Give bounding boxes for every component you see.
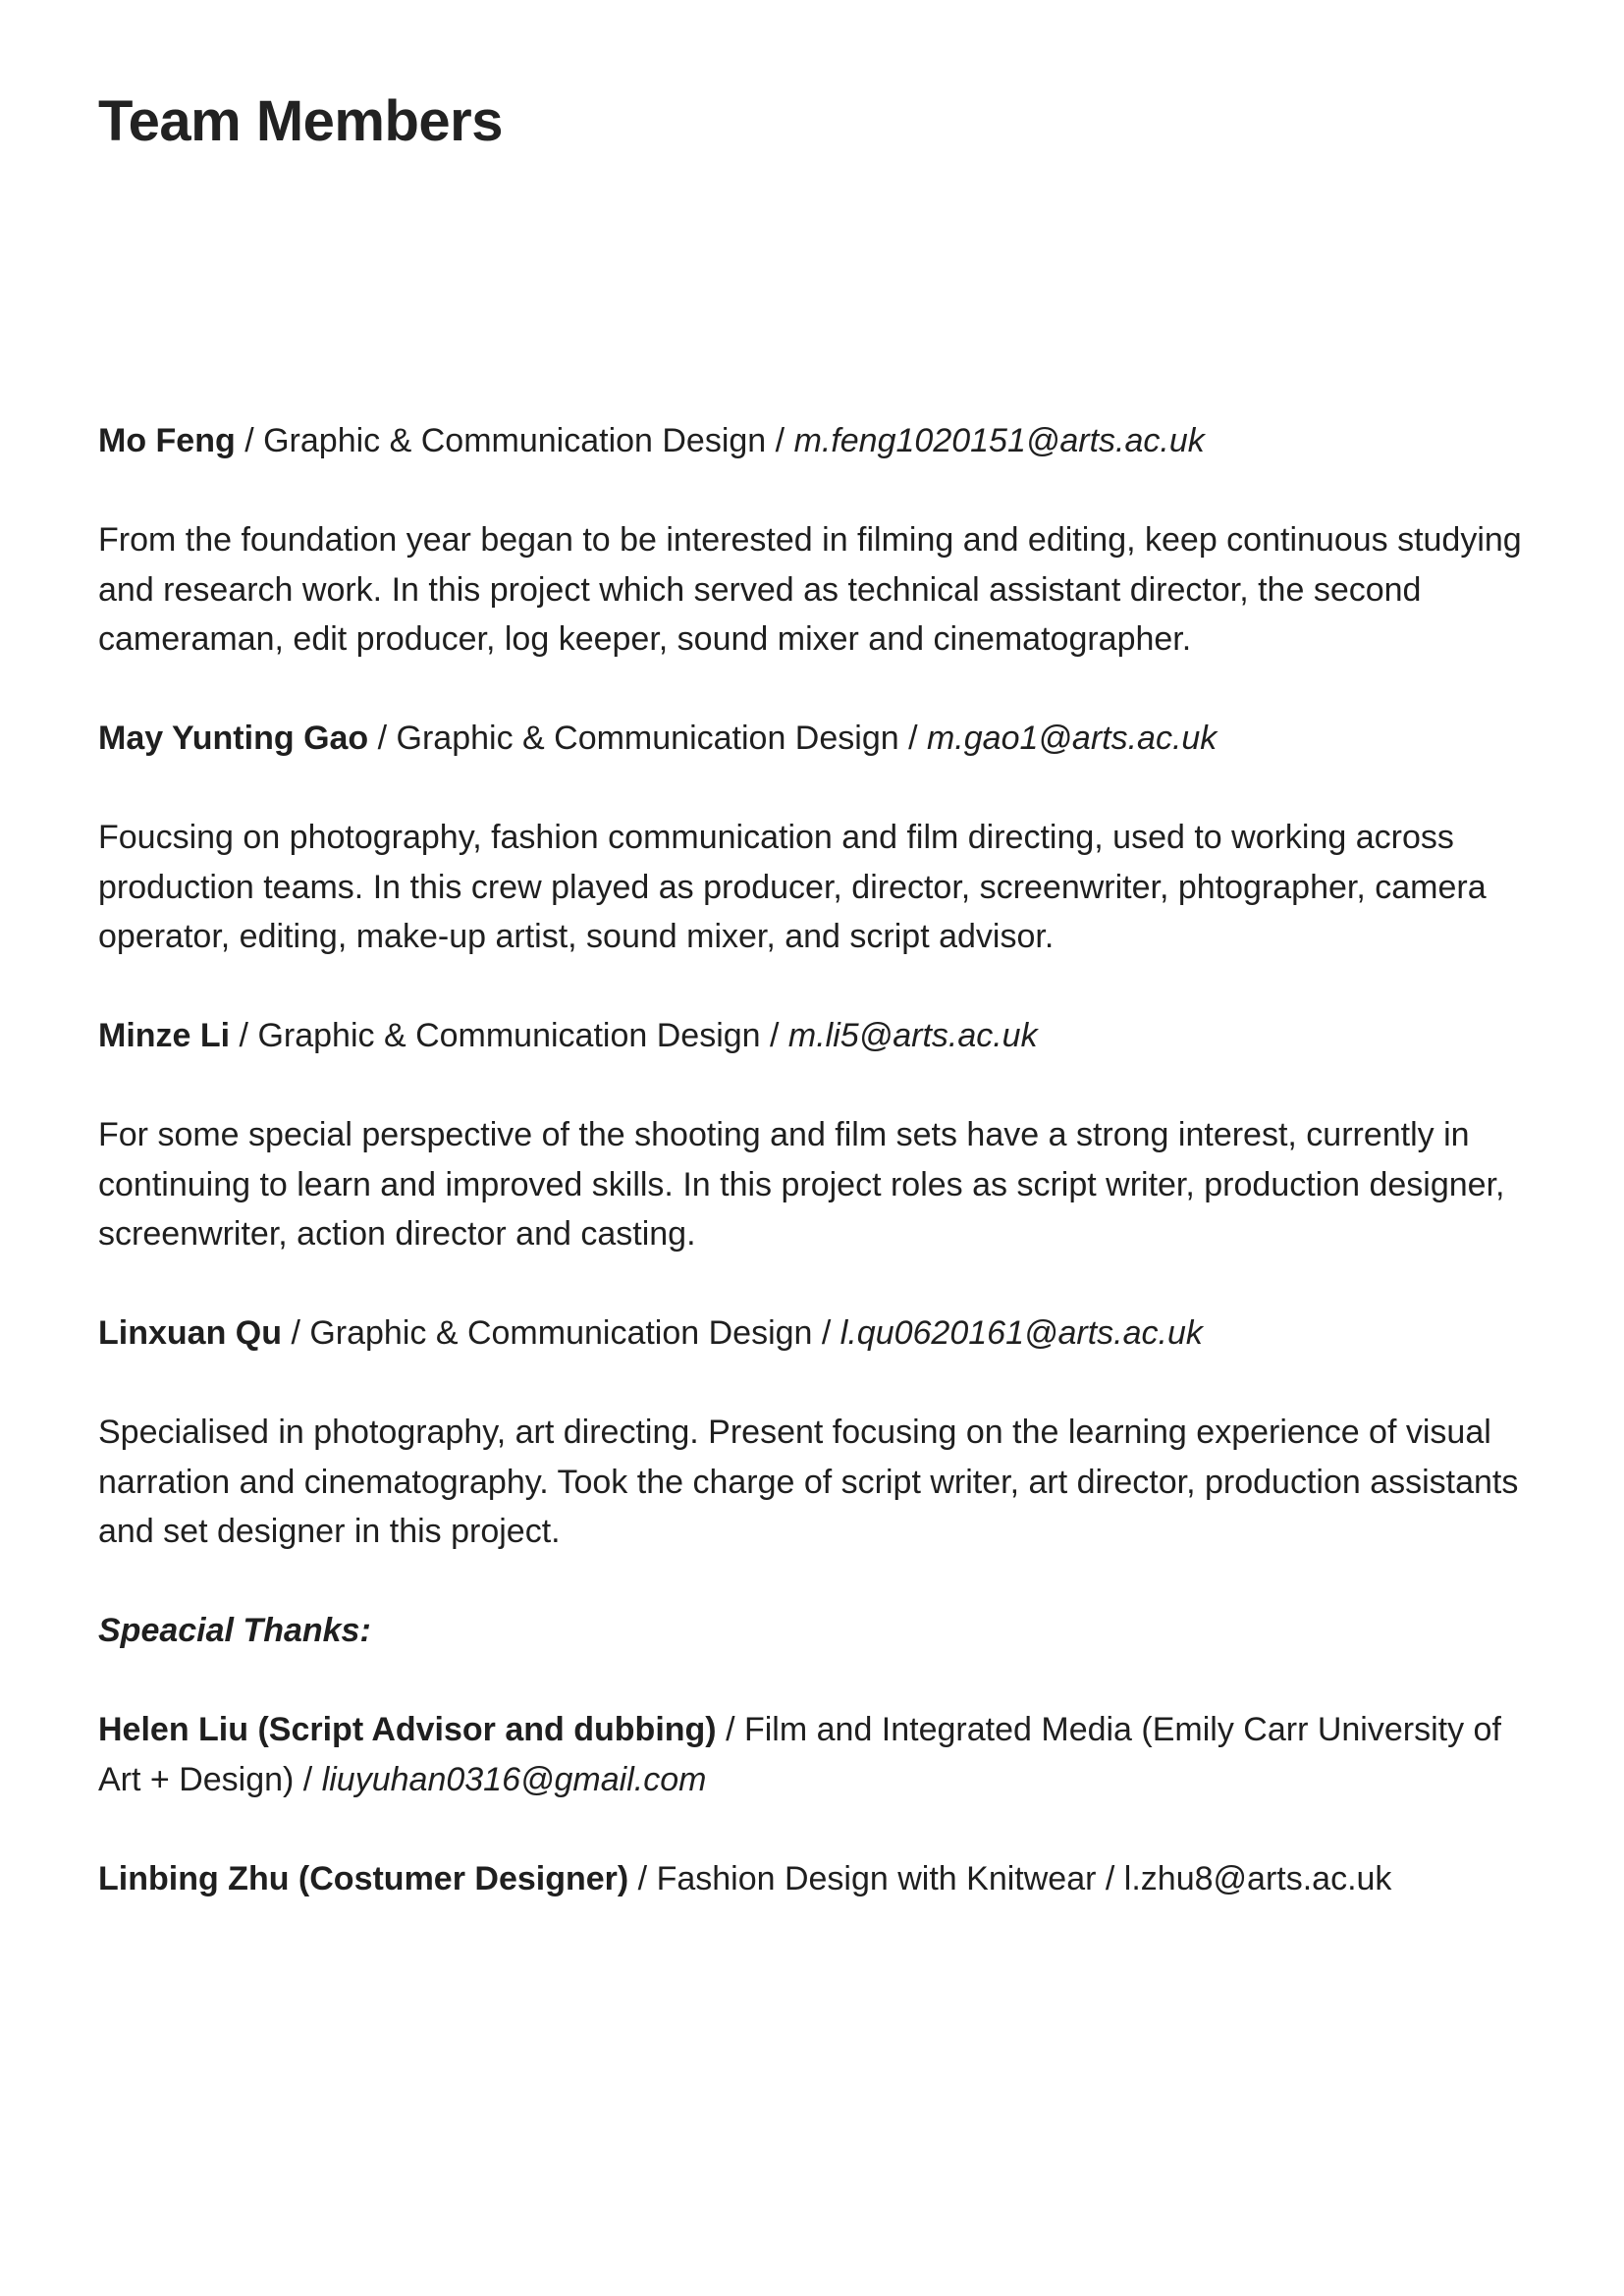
separator: / — [898, 720, 927, 757]
thanks-email: l.zhu8@arts.ac.uk — [1123, 1859, 1392, 1897]
member-name: Mo Feng — [98, 422, 236, 459]
member-header — [98, 1308, 1542, 1359]
member-block — [98, 416, 1542, 665]
separator: / — [760, 1017, 788, 1054]
separator: / — [230, 1017, 258, 1054]
separator: / — [766, 422, 794, 459]
separator: / — [294, 1760, 322, 1798]
member-block — [98, 1011, 1542, 1259]
thanks-detail: Fashion Design with Knitwear — [656, 1859, 1097, 1897]
separator: / — [235, 422, 264, 459]
thanks-name: Helen Liu (Script Advisor and dubbing) — [98, 1711, 717, 1748]
thanks-email: liuyuhan0316@gmail.com — [321, 1760, 707, 1798]
separator: / — [282, 1314, 310, 1352]
member-name: Minze Li — [98, 1017, 231, 1054]
member-course: Graphic & Communication Design — [309, 1314, 813, 1352]
separator: / — [368, 720, 397, 757]
member-header — [98, 1011, 1542, 1061]
member-name: Linxuan Qu — [98, 1314, 282, 1352]
member-course: Graphic & Communication Design — [396, 720, 899, 757]
thanks-entry — [98, 1854, 1542, 1904]
page-title: Team Members — [98, 89, 503, 153]
separator: / — [812, 1314, 840, 1352]
page-content — [98, 416, 1542, 1953]
thanks-heading: Speacial Thanks: — [98, 1612, 371, 1649]
separator: / — [716, 1711, 744, 1748]
member-header — [98, 714, 1542, 764]
member-bio: Specialised in photography, art directing. Present focusing on the learning experience of visual narration and cinematography. Took the charge of script writer, art director, production assistants and set designer in this project. — [98, 1414, 1519, 1550]
thanks-detail: Film and Integrated Media (Emily Carr University of Art + Design) — [98, 1711, 1501, 1798]
member-block — [98, 714, 1542, 962]
member-name: May Yunting Gao — [98, 720, 369, 757]
separator: / — [1096, 1859, 1124, 1897]
thanks-name: Linbing Zhu (Costumer Designer) — [98, 1859, 629, 1897]
member-email: m.feng1020151@arts.ac.uk — [793, 422, 1205, 459]
member-email: l.qu0620161@arts.ac.uk — [839, 1314, 1203, 1352]
separator: / — [628, 1859, 657, 1897]
member-header — [98, 416, 1542, 466]
member-bio: Foucsing on photography, fashion communication and film directing, used to working across production teams. In this crew played as producer, director, screenwriter, phtographer, camera operator, editing, make-up artist, sound mixer, and script advisor. — [98, 819, 1487, 955]
member-course: Graphic & Communication Design — [257, 1017, 761, 1054]
member-course: Graphic & Communication Design — [263, 422, 767, 459]
member-bio: From the foundation year began to be interested in filming and editing, keep continuous studying and research work. In this project which served as technical assistant director, the second cameraman, edit producer, log keeper, sound mixer and cinematographer. — [98, 521, 1522, 658]
member-email: m.li5@arts.ac.uk — [787, 1017, 1038, 1054]
thanks-entry — [98, 1705, 1542, 1804]
member-email: m.gao1@arts.ac.uk — [926, 720, 1218, 757]
member-block — [98, 1308, 1542, 1557]
member-bio: For some special perspective of the shooting and film sets have a strong interest, currently in continuing to learn and improved skills. In this project roles as script writer, production designer, screenwriter, action director and casting. — [98, 1116, 1505, 1253]
